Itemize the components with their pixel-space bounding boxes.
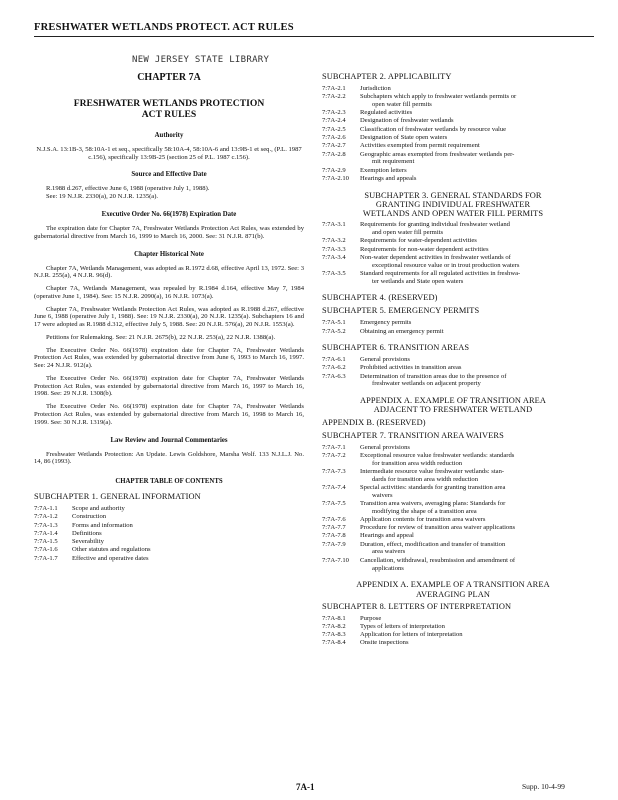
section-title-text: Requirements for non-water dependent activities xyxy=(360,245,489,253)
toc-entry xyxy=(322,452,584,468)
page-number: 7A-1 xyxy=(296,782,315,792)
section-title xyxy=(360,532,584,540)
section-number: 7:7A-7.6 xyxy=(322,515,346,523)
section-number: 7:7A-7.2 xyxy=(322,451,346,459)
section-title-continuation: ter wetlands and State open waters xyxy=(372,277,464,285)
section-title-text: Types of letters of interpretation xyxy=(360,622,445,630)
section-title xyxy=(360,85,584,93)
eo-heading: Executive Order No. 66(1978) Expiration Date xyxy=(101,210,237,218)
history-paragraph: Chapter 7A, Wetlands Management, was repealed by R.1984 d.164, effective May 7, 1984 (operative June 1, 1984). See: 15 N.J.R. 2090(a), 16 N.J.R. 1073(a). xyxy=(34,285,304,300)
section-title xyxy=(72,555,304,563)
section-number: 7:7A-7.1 xyxy=(322,443,346,451)
appendix-b-heading: APPENDIX B. (RESERVED) xyxy=(322,417,426,427)
section-title-text: Construction xyxy=(72,513,107,521)
toc-entry xyxy=(322,623,584,631)
subchapter-7-list xyxy=(322,444,584,573)
toc-entry xyxy=(322,484,584,500)
section-number: 7:7A-1.3 xyxy=(34,521,58,529)
section-title xyxy=(360,151,584,167)
section-title-text: Geographic areas exempted from freshwater wetlands per- xyxy=(360,150,515,158)
section-title-text: Jurisdiction xyxy=(360,84,391,92)
section-title xyxy=(360,541,584,557)
toc-entry xyxy=(322,373,584,389)
toc-entry xyxy=(322,500,584,516)
section-title-text: Purpose xyxy=(360,614,382,622)
subchapter-8-heading: SUBCHAPTER 8. LETTERS OF INTERPRETATION xyxy=(322,601,512,611)
subchapter-5-list xyxy=(322,319,584,335)
left-column xyxy=(34,72,304,565)
section-number: 7:7A-5.2 xyxy=(322,327,346,335)
section-title xyxy=(360,167,584,175)
section-number: 7:7A-8.1 xyxy=(322,614,346,622)
subchapter-2-list xyxy=(322,85,584,183)
section-number: 7:7A-2.6 xyxy=(322,134,346,141)
section-number: 7:7A-7.8 xyxy=(322,532,346,540)
section-title-continuation: mit requirement xyxy=(372,158,415,166)
section-title xyxy=(360,516,584,524)
toc-entry xyxy=(322,93,584,109)
source-line1: R.1988 d.267, effective June 6, 1988 (operative July 1, 1988). xyxy=(46,185,210,193)
toc-entry xyxy=(34,546,304,554)
section-title-text: Special activities: standards for granting transition area xyxy=(360,483,506,491)
section-number: 7:7A-1.6 xyxy=(34,546,58,554)
toc-entry xyxy=(322,639,584,647)
toc-entry xyxy=(34,538,304,546)
section-number: 7:7A-2.4 xyxy=(322,117,346,125)
chapter-number: CHAPTER 7A xyxy=(137,72,201,83)
toc-entry xyxy=(34,513,304,521)
section-title-continuation: applications xyxy=(372,564,404,572)
section-title-continuation: exceptional resource value or in trout production waters xyxy=(372,261,520,269)
section-title xyxy=(360,237,584,245)
section-title xyxy=(72,538,304,546)
toc-entry xyxy=(322,319,584,327)
section-title xyxy=(360,270,584,286)
chapter-title-line1: FRESHWATER WETLANDS PROTECTION xyxy=(73,97,265,109)
section-title-text: Regulated activities xyxy=(360,109,413,117)
subchapter-3-list xyxy=(322,221,584,285)
toc-entry xyxy=(322,126,584,134)
section-number: 7:7A-3.4 xyxy=(322,253,346,261)
subchapter-3-heading-line3: WETLANDS AND OPEN WATER FILL PERMITS xyxy=(362,209,544,219)
section-title xyxy=(360,134,584,142)
subchapter-1-heading: SUBCHAPTER 1. GENERAL INFORMATION xyxy=(34,492,201,502)
appendix-a-line1: APPENDIX A. EXAMPLE OF TRANSITION AREA xyxy=(359,396,547,406)
section-title xyxy=(360,444,584,452)
toc-entry xyxy=(322,221,584,237)
toc-entry xyxy=(322,541,584,557)
history-paragraph: Petitions for Rulemaking. See: 21 N.J.R. 2675(b), 22 N.J.R. 253(a), 22 N.J.R. 1388(a). xyxy=(46,333,276,341)
eo-text: The expiration date for Chapter 7A, Freshwater Wetlands Protection Act Rules, was extended by gubernatorial directive from March 16, 1999 to March 16, 2000. See: 31 N.J.R. 871(b). xyxy=(34,224,304,240)
section-title xyxy=(360,500,584,516)
toc-entry xyxy=(322,532,584,540)
toc-entry xyxy=(322,516,584,524)
section-number: 7:7A-3.5 xyxy=(322,269,346,277)
appendix-a2-heading xyxy=(322,580,584,598)
section-number: 7:7A-6.2 xyxy=(322,364,346,372)
section-title-continuation: modifying the shape of a transition area xyxy=(372,507,477,515)
section-number: 7:7A-2.8 xyxy=(322,150,346,158)
toc-heading: CHAPTER TABLE OF CONTENTS xyxy=(115,478,223,486)
toc-entry xyxy=(34,530,304,538)
section-title-text: Procedure for review of transition area waiver applications xyxy=(360,524,516,532)
subchapter-6-list xyxy=(322,356,584,388)
law-review-heading: Law Review and Journal Commentaries xyxy=(110,436,228,444)
section-number: 7:7A-6.3 xyxy=(322,372,346,380)
toc-entry xyxy=(322,142,584,150)
library-stamp: NEW JERSEY STATE LIBRARY xyxy=(132,55,270,65)
section-number: 7:7A-1.4 xyxy=(34,529,58,537)
toc-entry xyxy=(34,522,304,530)
section-title-text: Designation of freshwater wetlands xyxy=(360,117,454,125)
section-number: 7:7A-7.10 xyxy=(322,556,349,564)
section-title-text: Application for letters of interpretation xyxy=(360,631,463,639)
section-title xyxy=(360,615,584,623)
toc-entry xyxy=(322,117,584,125)
section-title-continuation: waivers xyxy=(372,491,393,499)
subchapter-4-heading: SUBCHAPTER 4. (RESERVED) xyxy=(322,293,438,303)
section-title xyxy=(360,117,584,125)
section-number: 7:7A-7.7 xyxy=(322,524,346,532)
section-title xyxy=(360,356,584,364)
section-number: 7:7A-8.2 xyxy=(322,622,346,630)
authority-text: N.J.S.A. 13:1B-3, 58:10A-1 et seq., specifically 58:10A-4, 58:10A-6 and 13:9B-1 et seq., (P.L. 1987 c.156), specifically 13:9B-25 (section 25 of P.L. 1987 c.156). xyxy=(36,145,302,161)
section-title-text: Designation of State open waters xyxy=(360,134,448,141)
section-title xyxy=(72,530,304,538)
toc-entry xyxy=(322,254,584,270)
section-title-text: Onsite inspections xyxy=(360,639,409,647)
section-title xyxy=(360,142,584,150)
chapter-title xyxy=(34,98,304,120)
section-title xyxy=(360,328,584,336)
section-number: 7:7A-1.2 xyxy=(34,513,58,521)
section-number: 7:7A-5.1 xyxy=(322,319,346,327)
toc-entry xyxy=(322,246,584,254)
section-title-text: Other statutes and regulations xyxy=(72,546,151,554)
toc-entry xyxy=(322,109,584,117)
section-title-text: Transition area waivers, averaging plans: Standards for xyxy=(360,499,506,507)
subchapter-3-heading-line2: GRANTING INDIVIDUAL FRESHWATER xyxy=(375,199,531,209)
section-title-text: General provisions xyxy=(360,356,410,364)
chapter-title-line2: ACT RULES xyxy=(141,108,197,120)
section-number: 7:7A-7.4 xyxy=(322,483,346,491)
section-title-text: Definitions xyxy=(72,529,102,537)
subchapter-6-heading: SUBCHAPTER 6. TRANSITION AREAS xyxy=(322,343,470,353)
section-title xyxy=(360,623,584,631)
section-title-text: Classification of freshwater wetlands by resource value xyxy=(360,125,507,133)
section-number: 7:7A-1.5 xyxy=(34,538,58,546)
section-title-continuation: dards for transition area width reduction xyxy=(372,475,479,483)
section-title-text: Obtaining an emergency permit xyxy=(360,327,444,335)
section-title xyxy=(360,109,584,117)
section-number: 7:7A-8.4 xyxy=(322,639,346,647)
section-title-text: Severability xyxy=(72,538,104,546)
section-title-text: Requirements for water-dependent activities xyxy=(360,237,477,245)
section-title-continuation: open water fill permits xyxy=(372,100,432,108)
section-title-text: Scope and authority xyxy=(72,505,125,512)
subchapter-3-heading-line1: SUBCHAPTER 3. GENERAL STANDARDS FOR xyxy=(364,190,542,200)
toc-entry xyxy=(322,167,584,175)
section-title-continuation: and open water fill permits xyxy=(372,229,444,237)
toc-entry xyxy=(322,444,584,452)
toc-entry xyxy=(322,364,584,372)
section-title xyxy=(72,505,304,513)
subchapter-8-list xyxy=(322,615,584,648)
section-title xyxy=(360,175,584,183)
subchapter-5-heading: SUBCHAPTER 5. EMERGENCY PERMITS xyxy=(322,306,480,316)
section-title-text: Subchapters which apply to freshwater wetlands permits or xyxy=(360,93,517,101)
section-title xyxy=(72,522,304,530)
history-heading: Chapter Historical Note xyxy=(134,250,204,258)
section-number: 7:7A-7.3 xyxy=(322,467,346,475)
section-title xyxy=(360,373,584,389)
section-number: 7:7A-2.3 xyxy=(322,109,346,117)
appendix-a-heading xyxy=(322,396,584,414)
section-title-text: Duration, effect, modification and transfer of transition xyxy=(360,540,506,548)
section-title-text: Cancellation, withdrawal, resubmission and amendment of xyxy=(360,556,516,564)
section-title-text: Emergency permits xyxy=(360,319,412,327)
section-title-continuation: for transition area width reduction xyxy=(372,459,463,467)
section-title xyxy=(360,126,584,134)
section-title-text: Intermediate resource value freshwater wetlands: stan- xyxy=(360,467,505,475)
section-title xyxy=(360,631,584,639)
section-number: 7:7A-2.1 xyxy=(322,84,346,92)
appendix-a2-line1: APPENDIX A. EXAMPLE OF A TRANSITION AREA xyxy=(356,580,550,590)
section-number: 7:7A-3.2 xyxy=(322,237,346,245)
toc-entry xyxy=(322,175,584,183)
toc-entry xyxy=(322,557,584,573)
section-number: 7:7A-2.10 xyxy=(322,174,349,182)
law-review-text: Freshwater Wetlands Protection: An Update. Lewis Goldshore, Marsha Wolf. 133 N.J.L.J. No. 14, 86 (1993). xyxy=(34,450,304,466)
section-title xyxy=(360,246,584,254)
section-title xyxy=(360,557,584,573)
section-number: 7:7A-2.7 xyxy=(322,142,346,150)
section-title-continuation: area waivers xyxy=(372,548,406,556)
subchapter-2-heading: SUBCHAPTER 2. APPLICABILITY xyxy=(322,72,452,81)
toc-entry xyxy=(34,505,304,513)
subchapter-3-heading xyxy=(322,191,584,219)
source-line2: See: 19 N.J.R. 2330(a), 20 N.J.R. 1235(a). xyxy=(46,193,159,201)
section-number: 7:7A-2.9 xyxy=(322,166,346,174)
section-title xyxy=(360,639,584,647)
section-number: 7:7A-1.1 xyxy=(34,505,58,512)
history-paragraph: The Executive Order No. 66(1978) expiration date for Chapter 7A, Freshwater Wetlands Protection Act Rules, was extended by gubernatorial directive from June 6, 1993 to March 16, 1997. See: 24 N.J.R. 912(a). xyxy=(34,346,304,370)
toc-entry xyxy=(322,237,584,245)
authority-heading: Authority xyxy=(154,131,184,139)
history-paragraph: The Executive Order No. 66(1978) expiration date for Chapter 7A, Freshwater Wetlands Protection Act Rules, was extended by gubernatorial directive from March 16, 1997 to March 16, 1998. See: 29 N.J.R. 1308(b). xyxy=(34,374,304,398)
section-title-text: Activities exempted from permit requirement xyxy=(360,142,480,150)
history-paragraph: The Executive Order No. 66(1978) expiration date for Chapter 7A, Freshwater Wetlands Protection Act Rules, was extended by gubernatorial directive from March 16, 1998 to March 16, 1999. See: 30 N.J.R. 1319(a). xyxy=(34,403,304,426)
section-number: 7:7A-3.1 xyxy=(322,221,346,229)
toc-entry xyxy=(322,615,584,623)
section-title-text: Forms and information xyxy=(72,521,133,529)
appendix-a2-line2: AVERAGING PLAN xyxy=(415,589,491,599)
section-title xyxy=(360,524,584,532)
right-column xyxy=(322,72,584,650)
subchapter-1-list xyxy=(34,505,304,562)
appendix-a-line2: ADJACENT TO FRESHWATER WETLAND xyxy=(373,405,533,415)
toc-entry xyxy=(322,468,584,484)
toc-entry xyxy=(322,328,584,336)
toc-entry xyxy=(34,555,304,563)
section-title xyxy=(360,484,584,500)
toc-entry xyxy=(322,270,584,286)
section-title xyxy=(360,93,584,109)
section-title-text: Exemption letters xyxy=(360,166,407,174)
toc-entry xyxy=(322,85,584,93)
section-number: 7:7A-7.9 xyxy=(322,540,346,548)
running-header: FRESHWATER WETLANDS PROTECT. ACT RULES xyxy=(34,22,594,37)
history-paragraph: Chapter 7A, Wetlands Management, was adopted as R.1972 d.68, effective April 13, 1972. See: 3 N.J.R. 255(a), 4 N.J.R. 96(d). xyxy=(34,264,304,280)
section-title-text: Determination of transition areas due to the presence of xyxy=(360,372,507,380)
section-number: 7:7A-7.5 xyxy=(322,499,346,507)
history-paragraph: Chapter 7A, Freshwater Wetlands Protection Act Rules, was adopted as R.1988 d.267, effective June 6, 1988 (operative July 1, 1988). See: 19 N.J.R. 2330(a), 20 N.J.R. 1235(a). Subchapters 16 and 17 were adopted as R.1988 d.312, effective July 5, 1988. See: 20 N.J.R. 576(a), 20 N.J.R. 1553(a). xyxy=(34,305,304,329)
section-title xyxy=(360,221,584,237)
section-title-text: Effective and operative dates xyxy=(72,554,149,562)
section-number: 7:7A-1.7 xyxy=(34,554,58,562)
section-number: 7:7A-8.3 xyxy=(322,631,346,639)
section-title-text: Prohibited activities in transition areas xyxy=(360,364,462,372)
supplement-date: Supp. 10-4-99 xyxy=(522,782,565,791)
section-title-continuation: freshwater wetlands on adjacent property xyxy=(372,380,481,388)
section-title-text: Requirements for granting individual freshwater wetland xyxy=(360,221,510,229)
toc-entry xyxy=(322,524,584,532)
section-number: 7:7A-3.3 xyxy=(322,245,346,253)
section-title-text: Hearings and appeals xyxy=(360,174,417,182)
section-title-text: Application contents for transition area waivers xyxy=(360,515,486,523)
section-title-text: General provisions xyxy=(360,443,410,451)
subchapter-7-heading: SUBCHAPTER 7. TRANSITION AREA WAIVERS xyxy=(322,430,504,440)
source-heading: Source and Effective Date xyxy=(131,171,207,179)
section-title xyxy=(360,468,584,484)
section-number: 7:7A-2.2 xyxy=(322,93,346,101)
toc-entry xyxy=(322,356,584,364)
toc-entry xyxy=(322,151,584,167)
section-title xyxy=(360,452,584,468)
section-title-text: Hearings and appeal xyxy=(360,532,414,540)
section-title xyxy=(360,364,584,372)
toc-entry xyxy=(322,134,584,142)
history-notes xyxy=(34,265,304,427)
section-title-text: Standard requirements for all regulated activities in freshwa- xyxy=(360,269,521,277)
section-title xyxy=(360,319,584,327)
section-title xyxy=(72,546,304,554)
section-title-text: Exceptional resource value freshwater wetlands: standards xyxy=(360,451,515,459)
section-number: 7:7A-2.5 xyxy=(322,125,346,133)
section-number: 7:7A-6.1 xyxy=(322,356,346,364)
toc-entry xyxy=(322,631,584,639)
section-title xyxy=(72,513,304,521)
section-title-text: Non-water dependent activities in freshwater wetlands of xyxy=(360,253,511,261)
section-title xyxy=(360,254,584,270)
